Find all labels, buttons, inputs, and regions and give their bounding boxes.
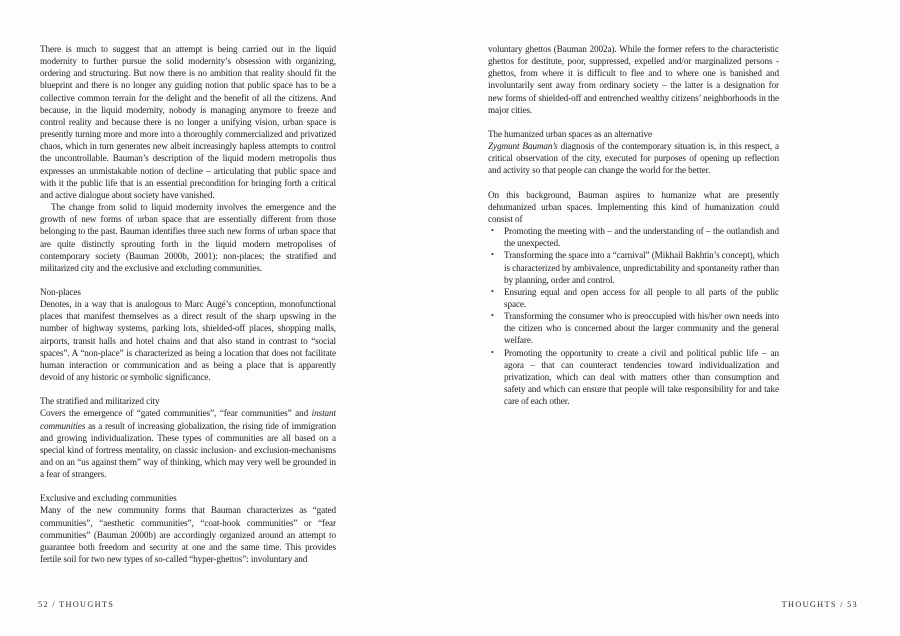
bullet-text: Promoting the meeting with – and the understanding of – the outlandish and the unexpected. xyxy=(504,226,779,249)
bullet-icon: • xyxy=(491,347,494,357)
text-run: diagnosis of the contemporary situation is, in this respect, a critical observation of the city, executed for purposes of opening up reflection and activity so that people can change the world for the better. xyxy=(488,141,779,176)
paragraph-stratified-city xyxy=(40,407,336,480)
paragraph-liquid-modernity: There is much to suggest that an attempt is being carried out in the liquid modernity to further pursue the solid modernity’s obsession with organizing, ordering and structuring. But now there is no ambition that reality should fit the blueprint and there is no longer any guiding notion that public space has to be a collective common terrain for the delight and the benefit of all the citizens. And because, in the liquid modernity, nobody is managing anymore to freeze and control reality and because there is no longer a unifying vision, urban space is presently turning more and more into a thoroughly commercialized and privatized chaos, which in turn generates new albeit increasingly hapless attempts to control the uncontrollable. Bauman’s description of the liquid modern metropolis thus expresses an unmistakable notion of decline – articulating that public space and with it the public life that is an essential precondition for bringing forth a critical and active dialogue about society have vanished. xyxy=(40,44,336,200)
bullet-text: Transforming the consumer who is preoccupied with his/her own needs into the citizen who is concerned about the larger community and the general welfare. xyxy=(504,311,779,346)
humanization-bullet-list xyxy=(488,225,779,407)
italic-instant-communities: instant communities xyxy=(40,408,336,431)
text-run: Covers the emergence of “gated communities”, “fear communities” and xyxy=(40,408,312,419)
paragraph-on-this-background: On this background, Bauman aspires to humanize what are presently dehumanized urban spaces. Implementing this kind of humanization could consist of xyxy=(488,189,779,224)
paragraph-change-solid-to-liquid: The change from solid to liquid modernity involves the emergence and the growth of new forms of urban space that are essentially different from those belonging to the past. Bauman identifies three such new forms of urban space that are quite distinctly sprouting forth in the liquid modern metropolises of contemporary society (Bauman 2000b, 2001): non-places; the stratified and militarized city and the exclusive and excluding communities. xyxy=(40,202,336,273)
paragraph-diagnosis xyxy=(488,140,779,176)
paragraph-non-places: Denotes, in a way that is analogous to Marc Augé’s conception, monofunctional places that manifest themselves as a direct result of the sharp upswing in the number of highway systems, parking lots, shielded-off places, shopping malls, airports, transit halls and hotel chains and that also stand in contrast to “social spaces”. A “non-place” is characterized as being a location that does not facilitate human interaction or communication and as being a place that is apparently devoid of any historic or symbolic significance. xyxy=(40,299,336,383)
italic-zygmunt-bauman: Zygmunt Bauman’s xyxy=(488,141,558,152)
list-item xyxy=(488,310,779,346)
section-heading-exclusive-communities: Exclusive and excluding communities xyxy=(40,493,177,504)
section-heading-humanized-spaces: The humanized urban spaces as an alternative xyxy=(488,128,652,139)
text-run: as a result of increasing globalization, the rising tide of immigration and growing individualization. These types of communities are all based on a special kind of fortress mentality, on classic inclusion- and exclusion-mechanisms and on an “us against them” way of thinking, which may very well be grounded in a fear of strangers. xyxy=(40,420,336,480)
left-text-column xyxy=(40,43,336,565)
right-text-column xyxy=(488,43,779,407)
section-heading-stratified-city: The stratified and militarized city xyxy=(40,396,160,407)
bullet-text: Ensuring equal and open access for all people to all parts of the public space. xyxy=(504,286,779,309)
bullet-icon: • xyxy=(491,226,494,236)
bullet-text: Transforming the space into a “carnival” (Mikhail Bakhtin’s concept), which is characterized by ambivalence, unpredictability and spontaneity rather than by planning, order and control. xyxy=(504,250,779,285)
bullet-text: Promoting the opportunity to create a civil and political public life – an agora – that can counteract tendencies toward individualization and privatization, which can deal with matters other than consumption and safety and which can ensure that people will take responsibility for and take care of each other. xyxy=(504,347,779,407)
list-item xyxy=(488,347,779,408)
paragraph-ghettos: voluntary ghettos (Bauman 2002a). While the former refers to the characteristic ghettos for destitute, poor, suppressed, expelled and/or marginalized persons - ghettos, from where it is difficult to flee and to where one is banished and involuntarily sent away from ordinary society – the latter is a designation for new forms of shielded-off and entrenched wealthy citizens’ neighborhoods in the major cities. xyxy=(488,44,779,115)
bullet-icon: • xyxy=(491,311,494,321)
page-footer-right: THOUGHTS / 53 xyxy=(781,600,858,609)
list-item xyxy=(488,286,779,310)
bullet-icon: • xyxy=(491,286,494,296)
list-item xyxy=(488,249,779,285)
paragraph-exclusive-communities: Many of the new community forms that Bauman characterizes as “gated communities”, “aesthetic communities”, “coat-hook communities” or “fear communities” (Bauman 2000b) are accordingly organized around an attempt to guarantee both freedom and security at one and the same time. This provides fertile soil for two new types of so-called “hyper-ghettos”: involuntary and xyxy=(40,505,336,565)
bullet-icon: • xyxy=(491,250,494,260)
list-item xyxy=(488,225,779,249)
section-heading-non-places: Non-places xyxy=(40,286,81,297)
right-page xyxy=(450,0,900,636)
page-footer-left: 52 / THOUGHTS xyxy=(38,600,115,609)
